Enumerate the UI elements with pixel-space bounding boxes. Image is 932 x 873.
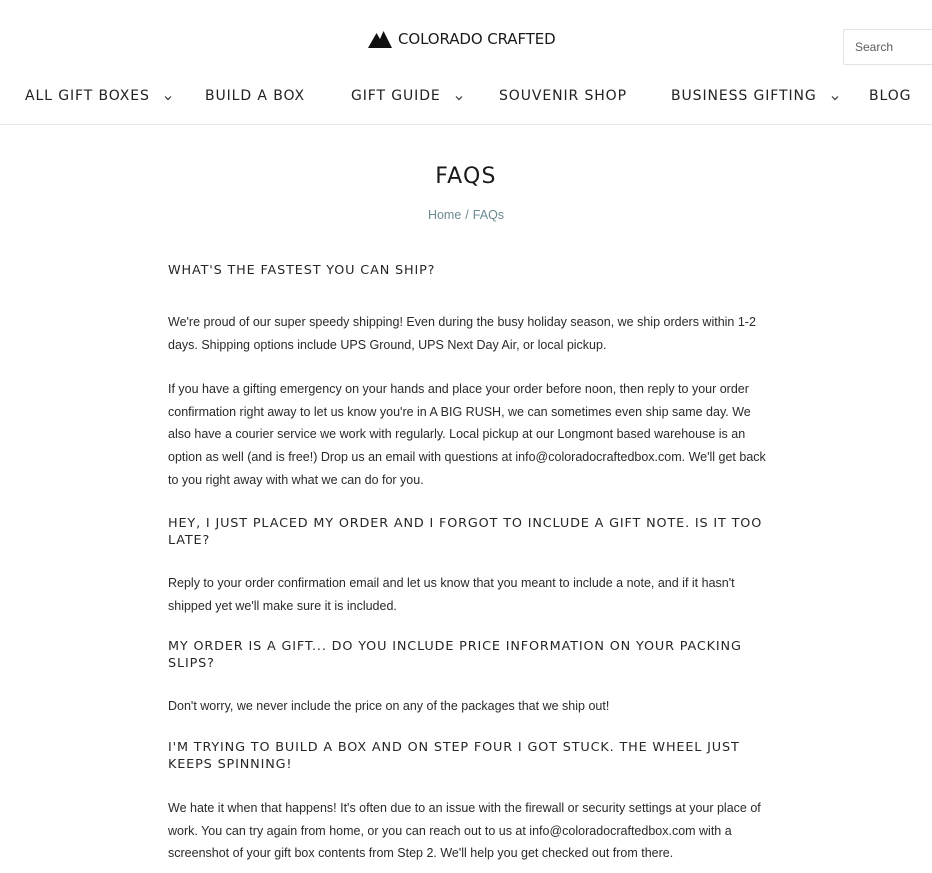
nav-item-souvenir-shop[interactable] (499, 86, 627, 106)
breadcrumb-current: FAQs (472, 208, 505, 222)
nav-item-blog[interactable] (869, 86, 911, 106)
faq-answer: Don't worry, we never include the price on any of the packages that we ship out! (168, 699, 610, 714)
faq-answer: Reply to your order confirmation email and let us know that you meant to include a note, and if it hasn't shipped yet we'll make sure it is included. (168, 576, 735, 613)
faq-question: I'M TRYING TO BUILD A BOX AND ON STEP FOUR I GOT STUCK. THE WHEEL JUST KEEPS SPINNING! (168, 739, 740, 772)
faq-answer: We hate it when that happens! It's often due to an issue with the firewall or security settings at your place of work. You can try again from home, or you can reach out to us at info@coloradocraftedbox.com with a screenshot of your gift box contents from Step 2. We'll help you get checked out from there. (168, 800, 761, 861)
chevron-down-icon[interactable] (455, 94, 463, 102)
site-logo[interactable] (368, 30, 556, 48)
nav-label: ALL GIFT BOXES (25, 88, 150, 104)
faq-question: MY ORDER IS A GIFT... DO YOU INCLUDE PRICE INFORMATION ON YOUR PACKING SLIPS? (168, 639, 742, 672)
nav-item-gift-guide[interactable] (351, 86, 463, 106)
breadcrumb (0, 208, 932, 222)
chevron-down-icon[interactable] (164, 94, 172, 102)
nav-label: BLOG (869, 88, 912, 104)
faq-answer: If you have a gifting emergency on your hands and place your order before noon, then reply to your order confirmation right away to let us know you're in A BIG RUSH, we can sometimes even ship same day. We also have a courier service we work with regularly. Local pickup at our Longmont based warehouse is an option as well (and is free!) Drop us an email with questions at info@coloradocraftedbox.com. We'll get back to you right away with what we can do for you. (168, 382, 766, 487)
nav-item-business-gifting[interactable] (671, 86, 839, 106)
search-input[interactable] (843, 29, 932, 65)
faq-question: WHAT'S THE FASTEST YOU CAN SHIP? (168, 263, 436, 278)
breadcrumb-separator: / (465, 208, 469, 222)
nav-label: SOUVENIR SHOP (499, 88, 627, 104)
nav-item-all-gift-boxes[interactable] (25, 86, 172, 106)
page-title: FAQS (435, 164, 497, 189)
mountain-logo-icon (368, 30, 392, 48)
chevron-down-icon[interactable] (831, 94, 839, 102)
breadcrumb-home-link[interactable]: Home (427, 208, 462, 222)
logo-text: COLORADO CRAFTED (398, 30, 556, 48)
nav-label: BUILD A BOX (205, 88, 306, 104)
faq-question: HEY, I JUST PLACED MY ORDER AND I FORGOT TO INCLUDE A GIFT NOTE. IS IT TOO LATE? (168, 516, 763, 549)
faq-answer: We're proud of our super speedy shipping! Even during the busy holiday season, we ship orders within 1-2 days. Shipping options include UPS Ground, UPS Next Day Air, or local pickup. (168, 315, 756, 352)
nav-item-build-a-box[interactable] (205, 86, 305, 106)
nav-label: BUSINESS GIFTING (671, 88, 817, 104)
nav-label: GIFT GUIDE (351, 88, 441, 104)
faq-content (168, 262, 770, 865)
site-header (0, 0, 932, 125)
